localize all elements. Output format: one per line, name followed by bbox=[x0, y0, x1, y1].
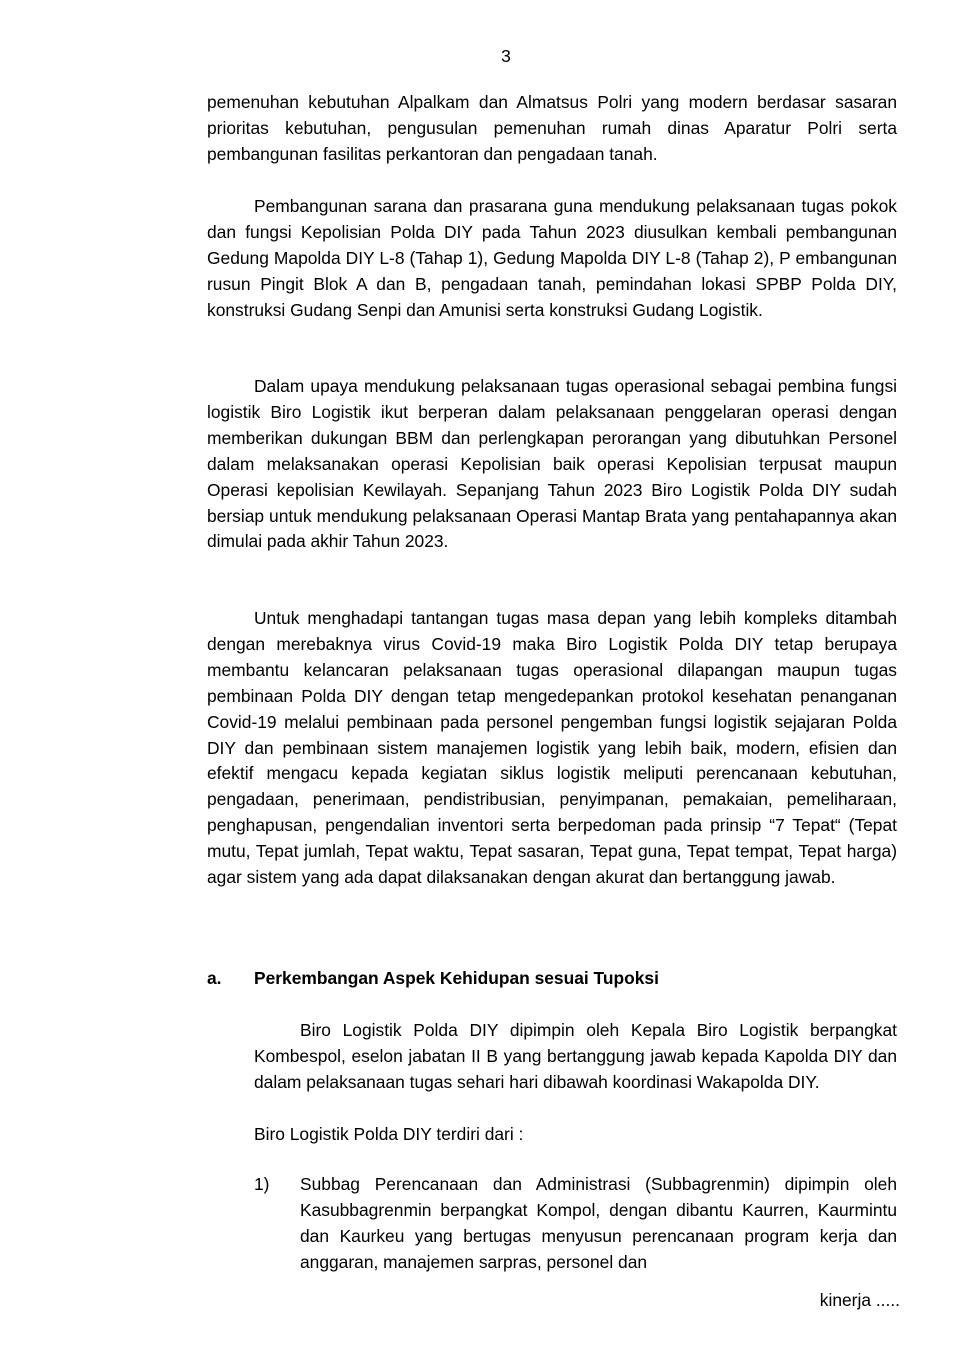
list-item-marker: 1) bbox=[254, 1174, 270, 1194]
paragraph-2: Pembangunan sarana dan prasarana guna mendukung pelaksanaan tugas pokok dan fungsi Kepolisian Polda DIY pada Tahun 2023 diusulkan kembali pembangunan Gedung Mapolda DIY L-8 (Tahap 1), Gedung Mapolda DIY L-8 (Tahap 2), P embangunan rusun Pingit Blok A dan B, pengadaan tanah, pemindahan lokasi SPBP Polda DIY, konstruksi Gudang Senpi dan Amunisi serta konstruksi Gudang Logistik. bbox=[207, 196, 897, 320]
paragraph-4: Untuk menghadapi tantangan tugas masa depan yang lebih kompleks ditambah dengan merebaknya virus Covid-19 maka Biro Logistik Polda DIY tetap berupaya membantu kelancaran pelaksanaan tugas operasional dilapangan maupun tugas pembinaan Polda DIY dengan tetap mengedepankan protokol kesehatan penanganan Covid-19 melalui pembinaan pada personel pengemban fungsi logistik sejajaran Polda DIY dan pembinaan sistem manajemen logistik yang lebih baik, modern, efisien dan efektif mengacu kepada kegiatan siklus logistik meliputi perencanaan kebutuhan, pengadaan, penerimaan, pendistribusian, penyimpanan, pemakaian, pemeliharaan, penghapusan, pengendalian inventori serta berpedoman pada prinsip “7 Tepat“ (Tepat mutu, Tepat jumlah, Tepat waktu, Tepat sasaran, Tepat guna, Tepat tempat, Tepat harga) agar sistem yang ada dapat dilaksanakan dengan akurat dan bertanggung jawab. bbox=[207, 608, 897, 888]
list-item-text: Subbag Perencanaan dan Administrasi (Subbagrenmin) dipimpin oleh Kasubbagrenmin berpangkat Kompol, dengan dibantu Kaurren, Kaurmintu dan Kaurkeu yang bertugas menyusun perencanaan program kerja dan anggaran, manajemen sarpras, personel dan bbox=[300, 1174, 897, 1272]
section-intro-paragraph: Biro Logistik Polda DIY dipimpin oleh Kepala Biro Logistik berpangkat Kombespol, eselon jabatan II B yang bertanggung jawab kepada Kapolda DIY dan dalam pelaksanaan tugas sehari hari dibawah koordinasi Wakapolda DIY. bbox=[254, 1020, 897, 1092]
section-title: Perkembangan Aspek Kehidupan sesuai Tupoksi bbox=[254, 968, 659, 988]
page-number: 3 bbox=[501, 46, 511, 66]
section-letter: a. bbox=[207, 968, 222, 988]
paragraph-3: Dalam upaya mendukung pelaksanaan tugas operasional sebagai pembina fungsi logistik Biro Logistik ikut berperan dalam pelaksanaan penggelaran operasi dengan memberikan dukungan BBM dan perlengkapan perorangan yang dibutuhkan Personel dalam melaksanakan operasi Kepolisian baik operasi Kepolisian terpusat maupun Operasi kepolisian Kewilayah. Sepanjang Tahun 2023 Biro Logistik Polda DIY sudah bersiap untuk mendukung pelaksanaan Operasi Mantap Brata yang pentahapannya akan dimulai pada akhir Tahun 2023. bbox=[207, 376, 897, 552]
footer-continuation: kinerja ..... bbox=[819, 1290, 900, 1310]
paragraph-1: pemenuhan kebutuhan Alpalkam dan Almatsus Polri yang modern berdasar sasaran prioritas kebutuhan, pengusulan pemenuhan rumah dinas Aparatur Polri serta pembangunan fasilitas perkantoran dan pengadaan tanah. bbox=[207, 92, 897, 164]
section-consists-of: Biro Logistik Polda DIY terdiri dari : bbox=[254, 1124, 524, 1144]
